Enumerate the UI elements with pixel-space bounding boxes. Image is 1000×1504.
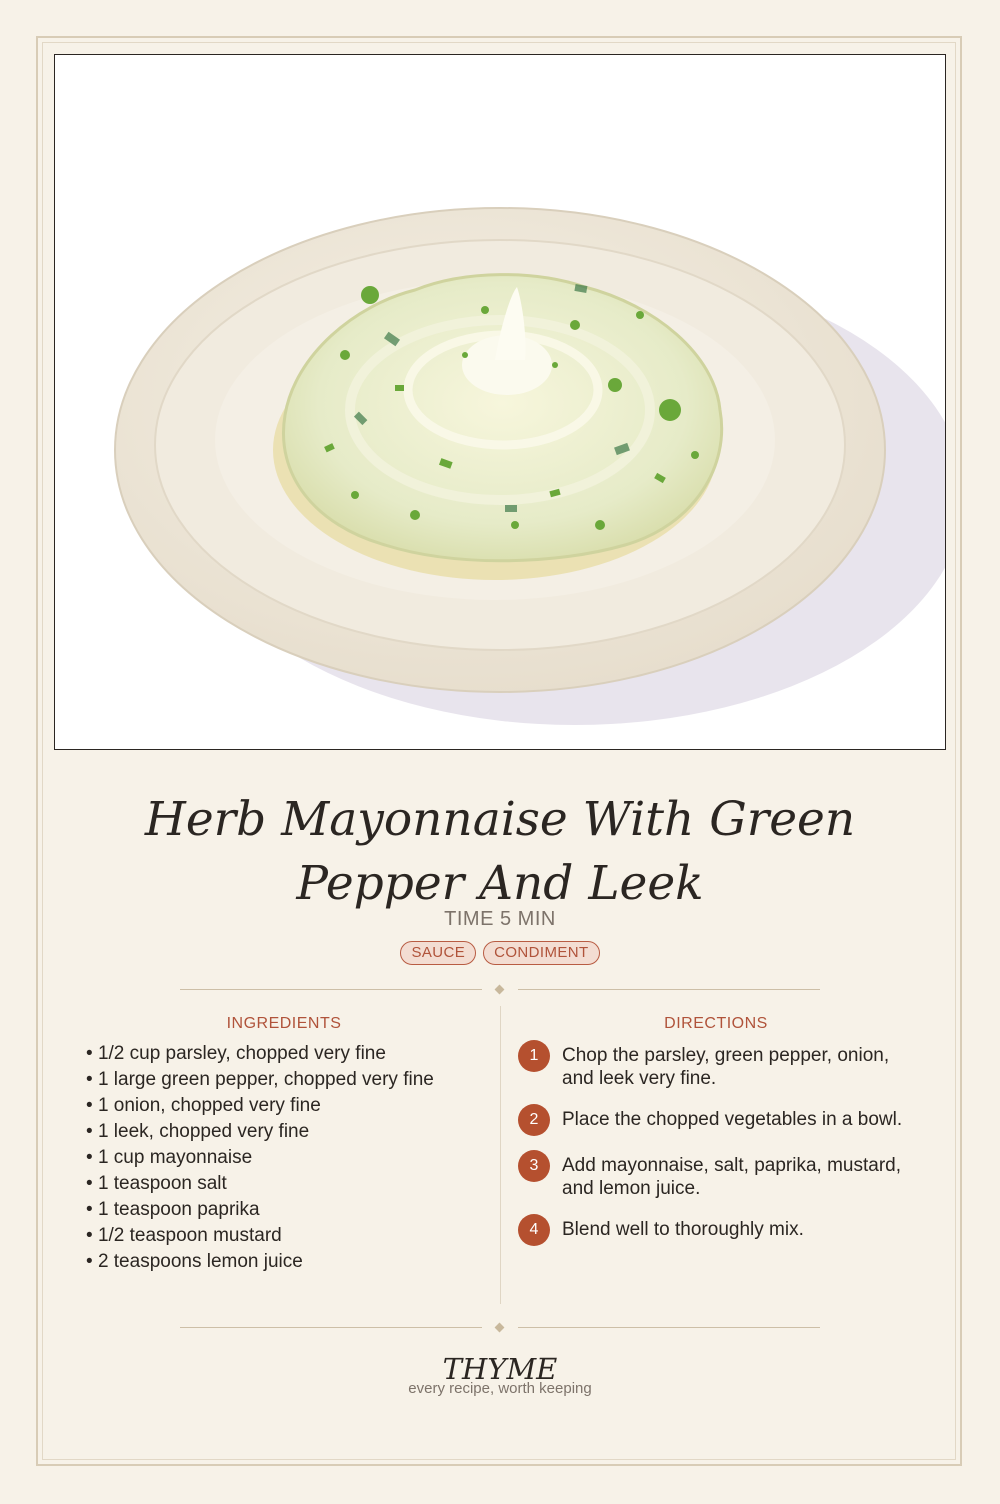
step-text: Place the chopped vegetables in a bowl. <box>562 1109 903 1130</box>
step-number-badge: 2 <box>518 1104 550 1136</box>
divider-bottom <box>180 1322 820 1334</box>
brand-tagline: every recipe, worth keeping <box>408 1380 592 1397</box>
direction-step <box>518 1214 918 1246</box>
brand-logo: THYME <box>442 1352 558 1386</box>
ingredient-item: • 1 onion, chopped very fine <box>86 1094 486 1117</box>
ingredient-item: • 1 teaspoon salt <box>86 1172 486 1195</box>
ingredient-item: • 1 teaspoon paprika <box>86 1198 486 1221</box>
tag-list <box>0 941 1000 965</box>
dish-illustration <box>54 54 946 750</box>
direction-step <box>518 1040 918 1090</box>
recipe-title: Herb Mayonnaise With Green Pepper And Leek <box>144 792 856 911</box>
ingredients-heading: INGREDIENTS <box>226 1015 342 1032</box>
step-number-badge: 4 <box>518 1214 550 1246</box>
ingredient-item: • 1 large green pepper, chopped very fine <box>86 1068 486 1091</box>
directions-heading: DIRECTIONS <box>664 1015 768 1032</box>
diamond-ornament-icon <box>495 1323 505 1333</box>
direction-step <box>518 1150 918 1200</box>
step-text: Chop the parsley, green pepper, onion, and leek very fine. <box>562 1045 890 1089</box>
step-text: Blend well to thoroughly mix. <box>562 1219 804 1240</box>
step-text: Add mayonnaise, salt, paprika, mustard, and lemon juice. <box>562 1155 902 1199</box>
ingredient-item: • 1/2 cup parsley, chopped very fine <box>86 1042 486 1065</box>
step-number-badge: 3 <box>518 1150 550 1182</box>
column-separator <box>500 1006 501 1304</box>
prep-time: TIME 5 MIN <box>444 908 556 930</box>
ingredient-item: • 1/2 teaspoon mustard <box>86 1224 486 1247</box>
tag-sauce[interactable]: SAUCE <box>400 941 476 965</box>
ingredient-item: • 2 teaspoons lemon juice <box>86 1250 486 1273</box>
divider-top <box>180 984 820 996</box>
step-number-badge: 1 <box>518 1040 550 1072</box>
ingredient-item: • 1 leek, chopped very fine <box>86 1120 486 1143</box>
ingredients-list <box>86 1042 486 1276</box>
ingredient-item: • 1 cup mayonnaise <box>86 1146 486 1169</box>
direction-step <box>518 1104 918 1136</box>
directions-list <box>518 1040 918 1260</box>
diamond-ornament-icon <box>495 985 505 995</box>
tag-condiment[interactable]: CONDIMENT <box>483 941 599 965</box>
